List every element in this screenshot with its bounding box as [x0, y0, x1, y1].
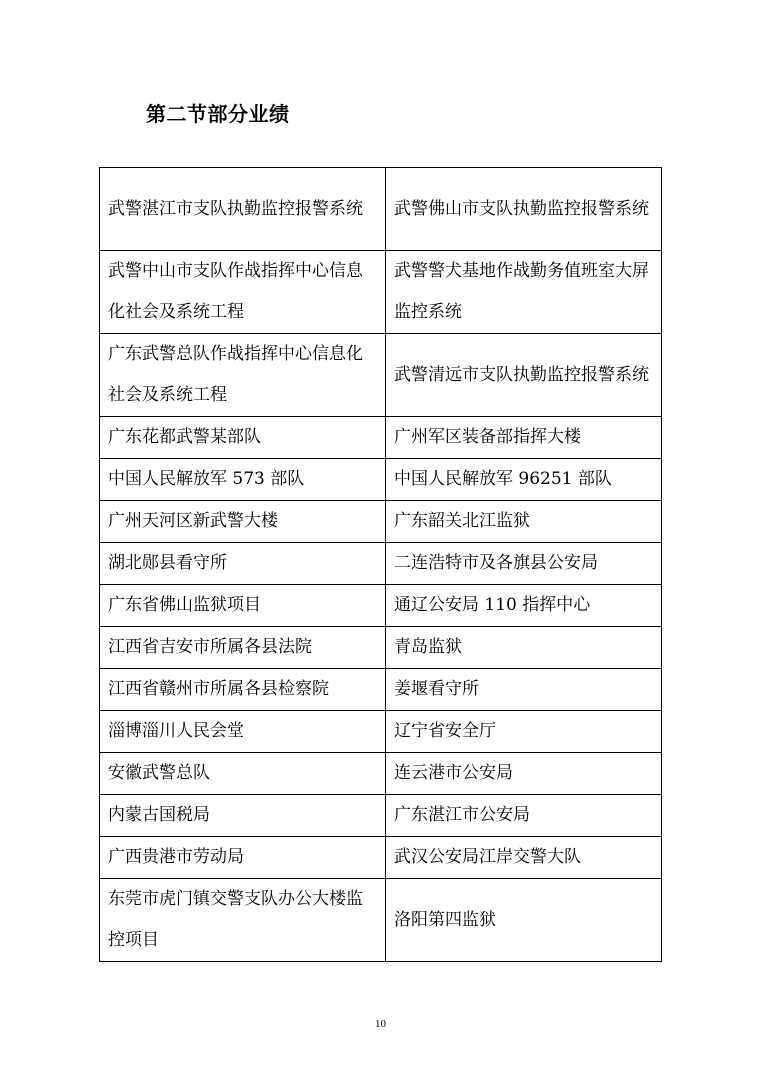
table-cell: 武警中山市支队作战指挥中心信息化社会及系统工程 — [100, 251, 386, 334]
table-row — [100, 251, 662, 334]
table-cell: 广东韶关北江监狱 — [386, 501, 662, 543]
table-cell: 广东花都武警某部队 — [100, 417, 386, 459]
table-cell: 武汉公安局江岸交警大队 — [386, 837, 662, 879]
table-row — [100, 501, 662, 543]
table-row — [100, 795, 662, 837]
table-row — [100, 669, 662, 711]
table-cell: 广东省佛山监狱项目 — [100, 585, 386, 627]
table-cell: 中国人民解放军 96251 部队 — [386, 459, 662, 501]
table-row — [100, 459, 662, 501]
table-cell: 广东武警总队作战指挥中心信息化社会及系统工程 — [100, 334, 386, 417]
table-cell: 湖北郧县看守所 — [100, 543, 386, 585]
table-cell: 青岛监狱 — [386, 627, 662, 669]
table-cell: 中国人民解放军 573 部队 — [100, 459, 386, 501]
page-number: 10 — [375, 1018, 386, 1030]
table-row — [100, 753, 662, 795]
table-cell: 广州军区装备部指挥大楼 — [386, 417, 662, 459]
table-cell: 武警警犬基地作战勤务值班室大屏监控系统 — [386, 251, 662, 334]
table-cell: 武警佛山市支队执勤监控报警系统 — [386, 168, 662, 251]
table-row — [100, 585, 662, 627]
table-cell: 武警湛江市支队执勤监控报警系统 — [100, 168, 386, 251]
section-heading: 第二节部分业绩 — [146, 102, 290, 126]
table-cell: 洛阳第四监狱 — [386, 879, 662, 962]
table-row — [100, 543, 662, 585]
table-cell: 武警清远市支队执勤监控报警系统 — [386, 334, 662, 417]
performance-table — [99, 167, 662, 962]
table-row — [100, 837, 662, 879]
table-cell: 江西省吉安市所属各县法院 — [100, 627, 386, 669]
table-cell: 姜堰看守所 — [386, 669, 662, 711]
table-cell: 连云港市公安局 — [386, 753, 662, 795]
table-row — [100, 711, 662, 753]
table-cell: 内蒙古国税局 — [100, 795, 386, 837]
table-cell: 广东湛江市公安局 — [386, 795, 662, 837]
table-cell: 广州天河区新武警大楼 — [100, 501, 386, 543]
table-cell: 二连浩特市及各旗县公安局 — [386, 543, 662, 585]
table-cell: 江西省赣州市所属各县检察院 — [100, 669, 386, 711]
table-cell: 广西贵港市劳动局 — [100, 837, 386, 879]
table-cell: 辽宁省安全厅 — [386, 711, 662, 753]
table-row — [100, 168, 662, 251]
table-cell: 淄博淄川人民会堂 — [100, 711, 386, 753]
table-row — [100, 334, 662, 417]
table-row — [100, 417, 662, 459]
table-cell: 安徽武警总队 — [100, 753, 386, 795]
table-cell: 东莞市虎门镇交警支队办公大楼监控项目 — [100, 879, 386, 962]
table-row — [100, 879, 662, 962]
table-cell: 通辽公安局 110 指挥中心 — [386, 585, 662, 627]
table-row — [100, 627, 662, 669]
